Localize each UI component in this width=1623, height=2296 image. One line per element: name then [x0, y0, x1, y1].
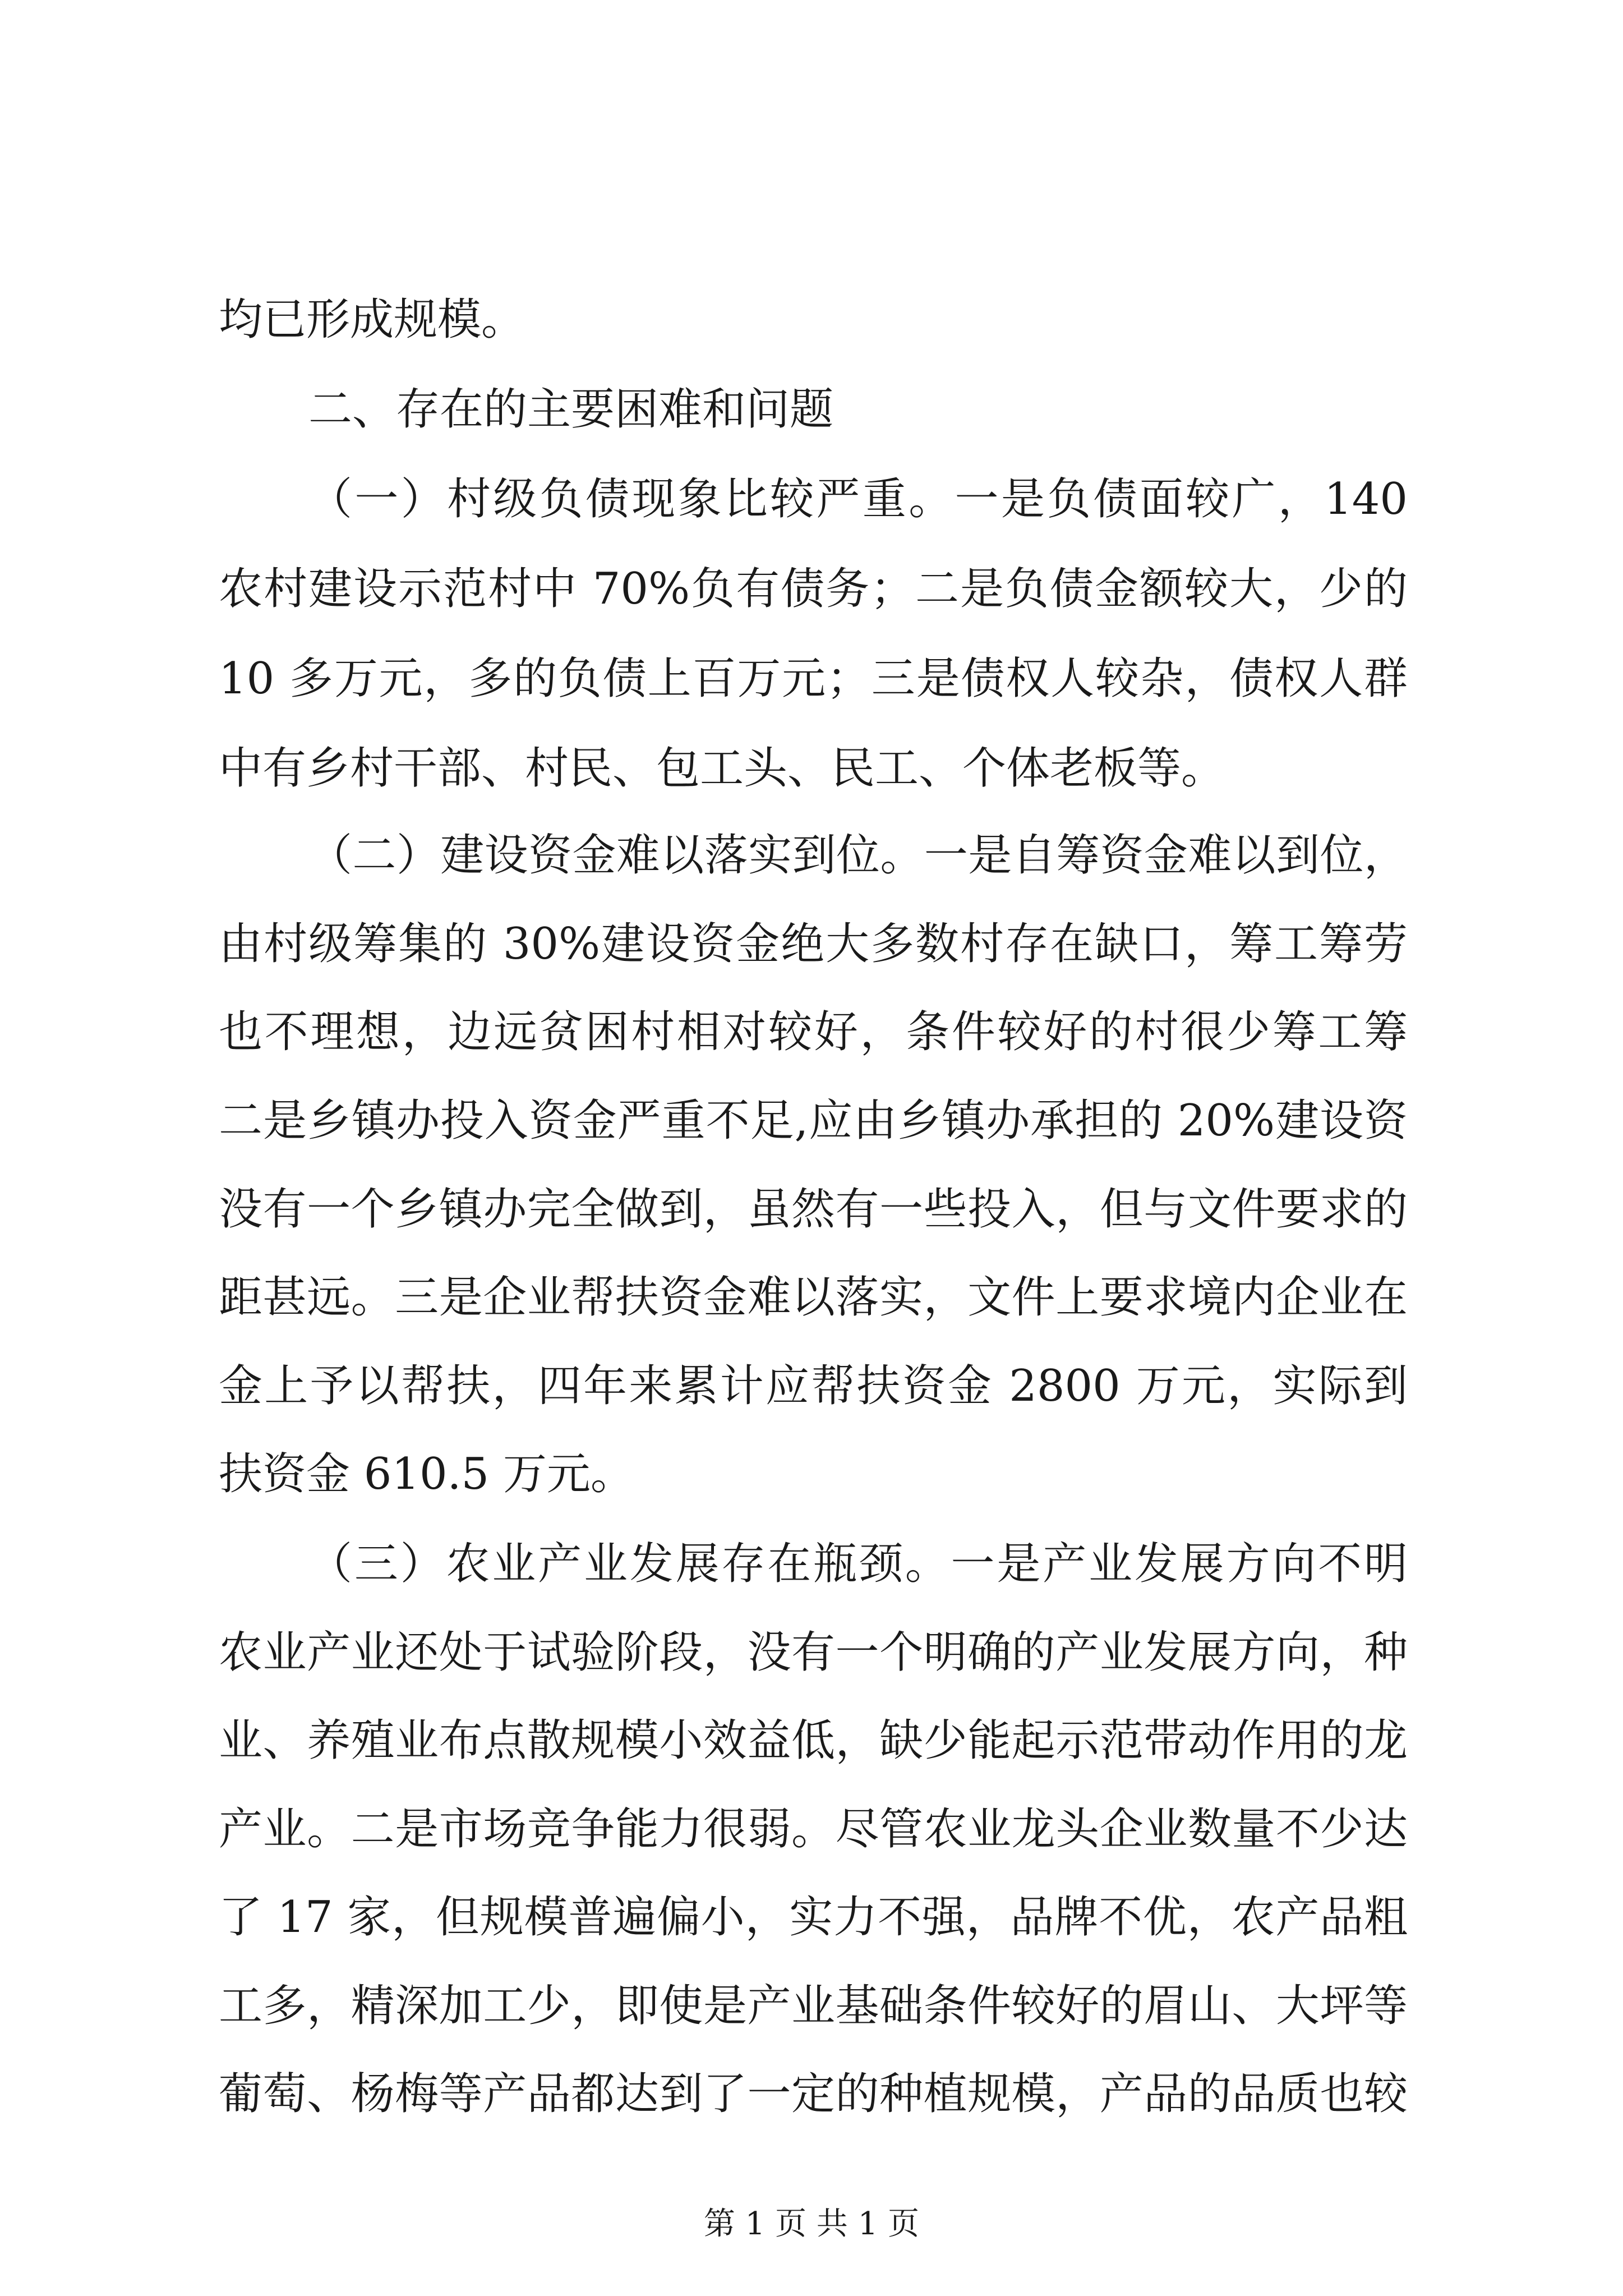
- body-line-15: （三）农业产业发展存在瓶颈。一是产业发展方向不明: [308, 1539, 1408, 1589]
- body-line-10: 二是乡镇办投入资金严重不足,应由乡镇办承担的 20%建设资: [219, 1096, 1408, 1146]
- body-line-8: 由村级筹集的 30%建设资金绝大多数村存在缺口，筹工筹劳: [219, 919, 1408, 969]
- body-line-13: 金上予以帮扶，四年来累计应帮扶资金 2800 万元，实际到: [219, 1361, 1408, 1411]
- body-line-18: 产业。二是市场竞争能力很弱。尽管农业龙头企业数量不少达: [219, 1804, 1408, 1855]
- page-footer: 第 1 页 共 1 页: [703, 2206, 920, 2242]
- body-line-20: 工多，精深加工少，即使是产业基础条件较好的眉山、大坪等: [219, 1981, 1408, 2031]
- body-line-7: （二）建设资金难以落实到位。一是自筹资金难以到位，: [308, 830, 1408, 881]
- body-line-11: 没有一个乡镇办完全做到，虽然有一些投入，但与文件要求的: [219, 1184, 1408, 1235]
- body-line-17: 业、养殖业布点散规模小效益低，缺少能起示范带动作用的龙: [219, 1715, 1408, 1766]
- section-heading: 二、存在的主要困难和问题: [308, 384, 834, 435]
- body-line-5: 10 多万元，多的负债上百万元；三是债权人较杂，债权人群: [219, 654, 1408, 704]
- body-line-3: （一）村级负债现象比较严重。一是负债面较广，140: [308, 474, 1408, 524]
- body-line-19: 了 17 家，但规模普遍偏小，实力不强，品牌不优，农产品粗: [219, 1892, 1408, 1943]
- body-line-1: 均已形成规模。: [219, 295, 525, 345]
- body-line-12: 距甚远。三是企业帮扶资金难以落实，文件上要求境内企业在: [219, 1272, 1408, 1323]
- body-line-14: 扶资金 610.5 万元。: [219, 1449, 634, 1499]
- body-line-9: 也不理想，边远贫困村相对较好，条件较好的村很少筹工筹: [219, 1007, 1408, 1057]
- body-line-16: 农业产业还处于试验阶段，没有一个明确的产业发展方向，种: [219, 1627, 1408, 1678]
- body-line-21: 葡萄、杨梅等产品都达到了一定的种植规模，产品的品质也较: [219, 2069, 1408, 2119]
- body-line-4: 农村建设示范村中 70%负有债务；二是负债金额较大，少的: [219, 564, 1408, 614]
- body-line-6: 中有乡村干部、村民、包工头、民工、个体老板等。: [219, 743, 1225, 794]
